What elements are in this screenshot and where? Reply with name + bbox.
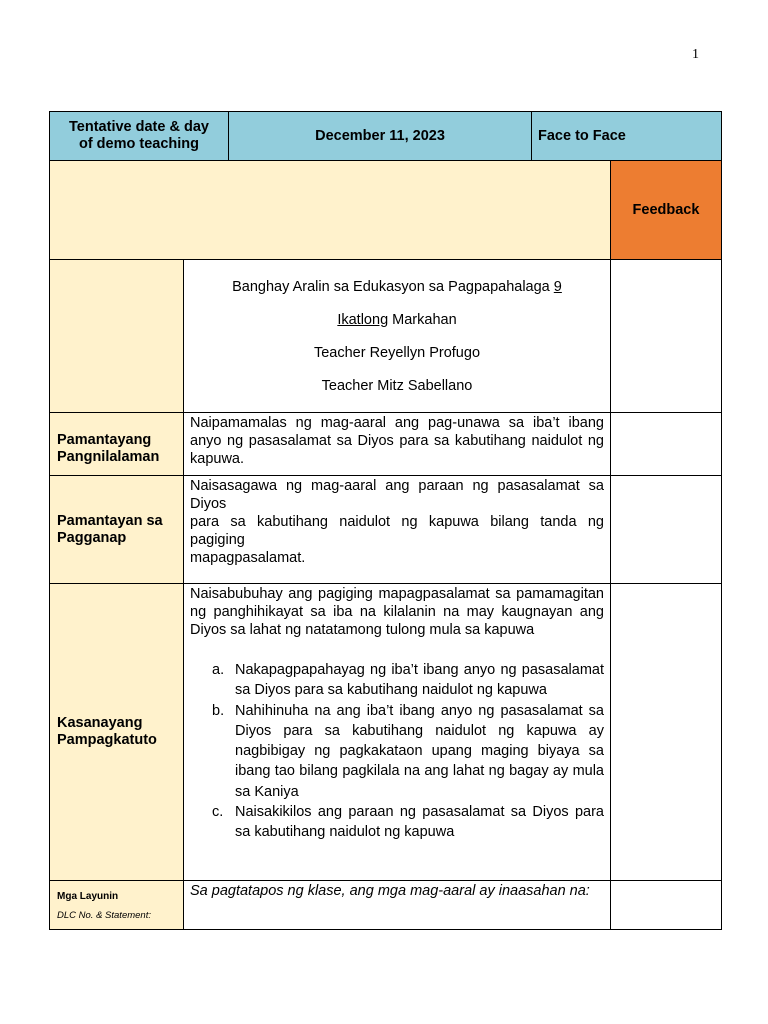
lesson-plan-title-block: [183, 259, 611, 413]
content-standard-text: Naipamamalas ng mag-aaral ang pag-unawa sa iba’t ibang anyo ng pasasalamat sa Diyos para sa kabutihang naidulot ng kapuwa.: [183, 412, 611, 476]
lesson-plan-title-text: Banghay Aralin sa Edukasyon sa Pagpapahalaga: [232, 279, 554, 295]
item-text: Nahihinuha na ang iba’t ibang anyo ng pasasalamat sa Diyos para sa kabutihang naidulot ng kapuwa ay nagbibigay ng pagkakataon upang maging biyaya sa ibang tao bilang pagkilala na ang lahat ng bagay ay mula sa Kaniya: [235, 702, 604, 800]
feedback-label: Feedback: [632, 202, 700, 218]
feedback-cell-title: [610, 259, 722, 413]
performance-line-4: pagiging: [190, 532, 245, 548]
page-number: 1: [692, 47, 699, 62]
item-text: Nakapagpapahayag ng iba’t ibang anyo ng pasasalamat sa Diyos para sa kabutihang naidulot ng kapuwa: [235, 662, 604, 699]
competency-label-cell: [49, 583, 184, 881]
performance-standard-label-cell: [49, 475, 184, 584]
objectives-text: Sa pagtatapos ng klase, ang mga mag-aaral ay inaasahan na:: [183, 880, 611, 930]
feedback-cell-objectives: [610, 880, 722, 930]
feedback-cell-competency: [610, 583, 722, 881]
header-date-cell: [228, 111, 532, 161]
item-marker: b.: [212, 702, 225, 719]
item-marker: c.: [212, 804, 224, 821]
performance-standard-label: Pamantayan sa Pagganap: [57, 512, 163, 546]
competency-item-c: [190, 802, 604, 843]
item-text: Naisakikilos ang paraan ng pasasalamat sa Diyos para sa kabutihang naidulot ng kapuwa: [235, 804, 604, 841]
performance-line-5: mapagpasalamat.: [190, 550, 306, 566]
objectives-sublabel: DLC No. & Statement:: [57, 910, 151, 921]
feedback-spacer-cell: [49, 160, 611, 260]
competency-intro: Naisabubuhay ang pagiging mapagpasalamat sa pamamagitan ng panghihikayat sa iba na kilalanin na may kaugnayan ang Diyos sa lahat ng natatamong tulong mula sa kapuwa: [190, 586, 604, 638]
performance-standard-text: [183, 475, 611, 584]
lesson-plan-quarter: [184, 312, 610, 328]
item-marker: a.: [212, 662, 225, 678]
competency-text-cell: [183, 583, 611, 881]
content-standard-label-cell: [49, 412, 184, 476]
header-label: Tentative date & day of demo teaching: [69, 119, 209, 152]
competency-label: Kasanayang Pampagkatuto: [57, 715, 157, 748]
teacher-1: Teacher Reyellyn Profugo: [313, 345, 481, 361]
header-mode: Face to Face: [538, 128, 626, 144]
teacher-2: Teacher Mitz Sabellano: [321, 378, 473, 394]
header-date: December 11, 2023: [315, 128, 445, 144]
objectives-label: Mga Layunin: [57, 891, 119, 902]
competency-item-b: [190, 701, 604, 802]
header-mode-cell: [531, 111, 722, 161]
header-label-cell: [49, 111, 229, 161]
competency-item-a: [190, 660, 604, 701]
lesson-plan-title: [184, 279, 610, 295]
performance-line-3: para sa kabutihang naidulot ng kapuwa bilang tanda ng: [190, 514, 604, 530]
quarter-word: Ikatlong: [337, 312, 389, 328]
feedback-cell-performance-standard: [610, 475, 722, 584]
content-standard-label: Pamantayang Pangnilalaman: [57, 432, 160, 465]
lesson-plan-grade: 9: [553, 279, 562, 295]
title-label-cell: [49, 259, 184, 413]
competency-list: [190, 660, 604, 843]
quarter-rest: Markahan: [388, 312, 457, 328]
objectives-label-cell: [49, 880, 184, 930]
performance-line-2: Diyos: [190, 496, 227, 512]
feedback-cell-content-standard: [610, 412, 722, 476]
performance-line-1: Naisasagawa ng mag-aaral ang paraan ng pasasalamat sa: [190, 478, 604, 494]
feedback-header-cell: [610, 160, 722, 260]
